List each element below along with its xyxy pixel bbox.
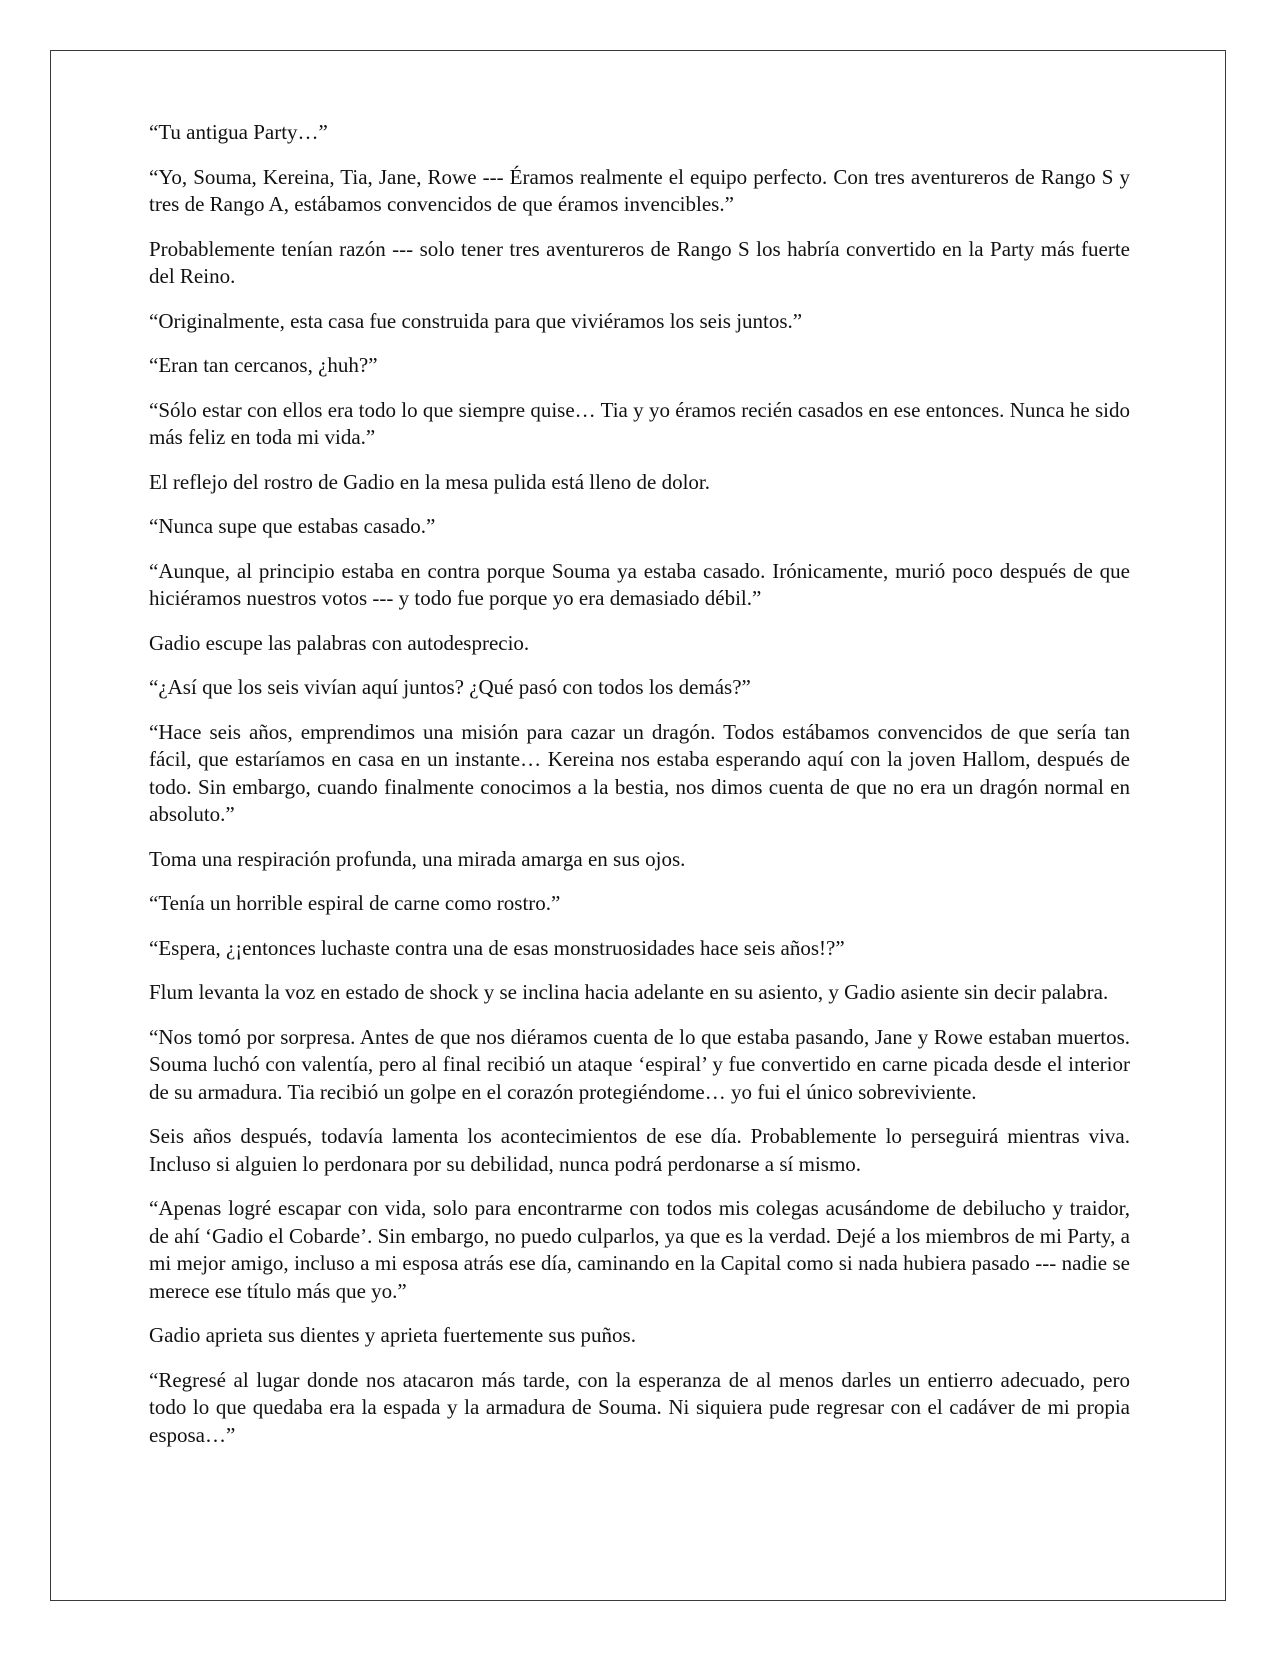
paragraph-5: “Eran tan cercanos, ¿huh?” — [149, 353, 378, 377]
paragraph-16: Flum levanta la voz en estado de shock y se inclina hacia adelante en su asiento, y Gadio asiente sin decir palabra. — [149, 980, 1109, 1004]
paragraph-2: “Yo, Souma, Kereina, Tia, Jane, Rowe --- Éramos realmente el equipo perfecto. Con tres aventureros de Rango S y tres de Rango A, estábamos convencidos de que éramos invencibles.” — [149, 164, 1130, 216]
paragraph-14: “Tenía un horrible espiral de carne como rostro.” — [149, 891, 561, 915]
paragraph-9: “Aunque, al principio estaba en contra porque Souma ya estaba casado. Irónicamente, murió poco después de que hiciéramos nuestros votos --- y todo fue porque yo era demasiado débil.” — [149, 558, 1130, 610]
paragraph-7: El reflejo del rostro de Gadio en la mesa pulida está lleno de dolor. — [149, 469, 710, 494]
paragraph-6: “Sólo estar con ellos era todo lo que siempre quise… Tia y yo éramos recién casados en ese entonces. Nunca he sido más feliz en toda mi vida.” — [149, 397, 1130, 449]
paragraph-1: “Tu antigua Party…” — [149, 120, 328, 144]
paragraph-15: “Espera, ¿¡entonces luchaste contra una de esas monstruosidades hace seis años!?” — [149, 935, 845, 960]
document-body — [149, 119, 1130, 1466]
paragraph-8: “Nunca supe que estabas casado.” — [149, 514, 436, 538]
paragraph-4: “Originalmente, esta casa fue construida para que viviéramos los seis juntos.” — [149, 308, 803, 333]
paragraph-19: “Apenas logré escapar con vida, solo para encontrarme con todos mis colegas acusándome de debilucho y traidor, de ahí ‘Gadio el Cobarde’. Sin embargo, no puedo culparlos, ya que es la verdad. Dejé a los miembros de mi Party, a mi mejor amigo, incluso a mi esposa atrás ese día, caminando en la Capital como si nada hubiera pasado --- nadie se merece ese título más que yo.” — [149, 1196, 1130, 1303]
paragraph-20: Gadio aprieta sus dientes y aprieta fuertemente sus puños. — [149, 1323, 636, 1347]
paragraph-18: Seis años después, todavía lamenta los acontecimientos de ese día. Probablemente lo perseguirá mientras viva. Incluso si alguien lo perdonara por su debilidad, nunca podrá perdonarse a sí mismo. — [149, 1124, 1130, 1176]
paragraph-10: Gadio escupe las palabras con autodesprecio. — [149, 630, 530, 655]
paragraph-3: Probablemente tenían razón --- solo tener tres aventureros de Rango S los habría convertido en la Party más fuerte del Reino. — [149, 236, 1130, 288]
paragraph-11: “¿Así que los seis vivían aquí juntos? ¿Qué pasó con todos los demás?” — [149, 675, 751, 699]
paragraph-17: “Nos tomó por sorpresa. Antes de que nos diéramos cuenta de lo que estaba pasando, Jane y Rowe estaban muertos. Souma luchó con valentía, pero al final recibió un ataque ‘espiral’ y fue convertido en carne picada desde el interior de su armadura. Tia recibió un golpe en el corazón protegiéndome… yo fui el único sobreviviente. — [149, 1024, 1130, 1104]
paragraph-13: Toma una respiración profunda, una mirada amarga en sus ojos. — [149, 846, 686, 871]
paragraph-12: “Hace seis años, emprendimos una misión para cazar un dragón. Todos estábamos convencidos de que sería tan fácil, que estaríamos en casa en un instante… Kereina nos estaba esperando aquí con la joven Hallom, después de todo. Sin embargo, cuando finalmente conocimos a la bestia, nos dimos cuenta de que no era un dragón normal en absoluto.” — [149, 719, 1130, 826]
paragraph-21: “Regresé al lugar donde nos atacaron más tarde, con la esperanza de al menos darles un entierro adecuado, pero todo lo que quedaba era la espada y la armadura de Souma. Ni siquiera pude regresar con el cadáver de mi propia esposa…” — [149, 1367, 1130, 1447]
